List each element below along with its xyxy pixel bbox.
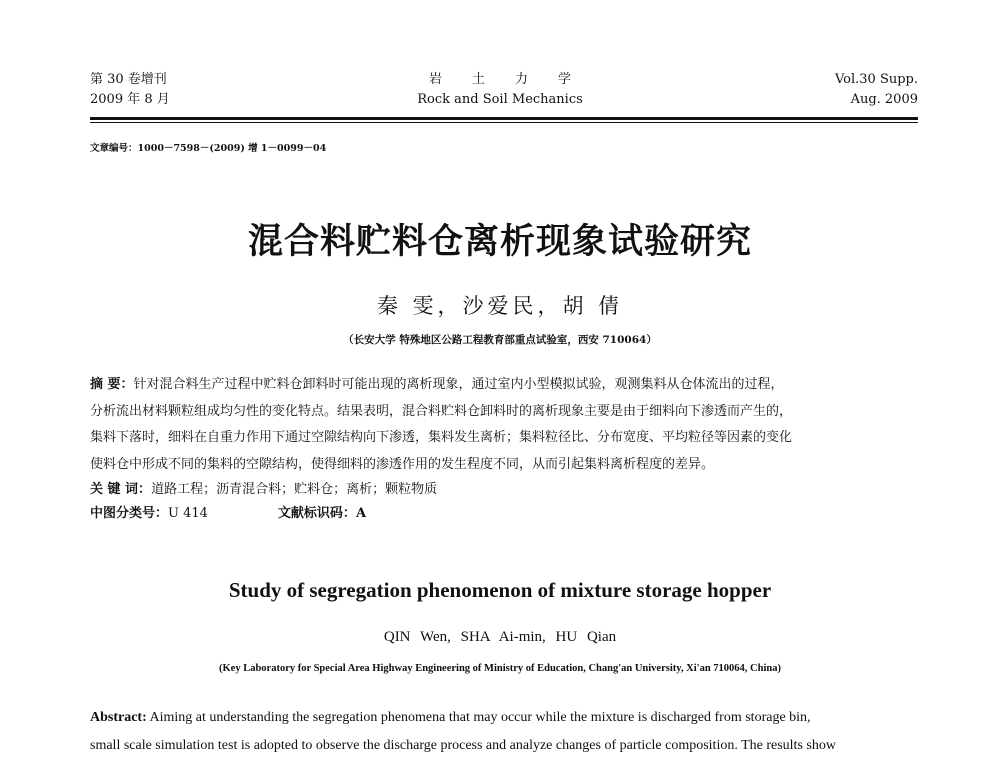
- header-volume-en: [835, 70, 918, 110]
- abstract-cn-label: 摘 要：: [90, 377, 134, 392]
- clc-value: U 414: [168, 506, 208, 521]
- abstract-en-line-2: small scale simulation test is adopted to observe the discharge process and analyze changes of particle composition. The results show: [90, 738, 836, 753]
- header-volume-en-line: Vol.30 Supp.: [834, 72, 918, 87]
- paper-title-en: Study of segregation phenomenon of mixture storage hopper: [228, 578, 772, 602]
- header-volume: 第 30 卷增刊: [90, 72, 167, 87]
- affiliation-cn: （长安大学 特殊地区公路工程教育部重点试验室，西安 710064）: [343, 334, 657, 346]
- abstract-en-line-1: [90, 704, 918, 732]
- header-date-cn: 2009 年 8 月: [90, 92, 170, 107]
- abstract-cn-text-1: 针对混合料生产过程中贮料仓卸料时可能出现的离析现象，通过室内小型模拟试验，观测集料从仓体流出的过程，: [133, 377, 784, 392]
- authors-en: QIN Wen, SHA Ai-min, HU Qian: [383, 629, 617, 645]
- affiliation-en: (Key Laboratory for Special Area Highway Engineering of Ministry of Education, Chang'an University, Xi'an 710064, China): [219, 663, 781, 674]
- article-number: 文章编号：1000－7598－(2009) 增 1－0099－04: [90, 143, 327, 154]
- journal-name-cn: 岩土力学: [428, 72, 601, 87]
- keywords-cn: [90, 478, 437, 502]
- abstract-cn: [90, 372, 918, 478]
- abstract-cn-line-4: 使料仓中形成不同的集料的空隙结构，使得细料的渗透作用的发生程度不同，从而引起集料离析程度的差异。: [90, 456, 715, 472]
- abstract-en-label: Abstract:: [90, 710, 147, 725]
- abstract-cn-line-3: 集料下落时，细料在自重力作用下通过空隙结构向下渗透，集料发生离析；集料粒径比、分布宽度、平均粒径等因素的变化: [90, 430, 793, 445]
- classification: [90, 502, 790, 526]
- doc-code-value: A: [355, 506, 367, 521]
- clc-label: 中图分类号：: [90, 506, 169, 521]
- doc-code-label: 文献标识码：: [277, 506, 356, 521]
- abstract-cn-line-1: [90, 372, 918, 399]
- journal-name-en: Rock and Soil Mechanics: [417, 92, 583, 107]
- abstract-en-text-1: Aiming at understanding the segregation phenomena that may occur while the mixture is discharged from storage bin,: [146, 710, 811, 725]
- paper-title-cn: 混合料贮料仓离析现象试验研究: [247, 222, 752, 262]
- header-rule-thick: [90, 117, 918, 120]
- abstract-cn-line-2: 分析流出材料颗粒组成均匀性的变化特点。结果表明，混合料贮料仓卸料时的离析现象主要是由于细料向下渗透而产生的，: [90, 403, 793, 419]
- header-rule-thin: [90, 122, 918, 123]
- keywords-text: 道路工程；沥青混合料；贮料仓；离析；颗粒物质: [151, 482, 438, 497]
- abstract-en: [90, 704, 918, 760]
- authors-cn: 秦 雯，沙爱民，胡 倩: [376, 294, 624, 318]
- header-date-en: Aug. 2009: [850, 92, 918, 107]
- keywords-label: 关 键 词：: [90, 482, 152, 497]
